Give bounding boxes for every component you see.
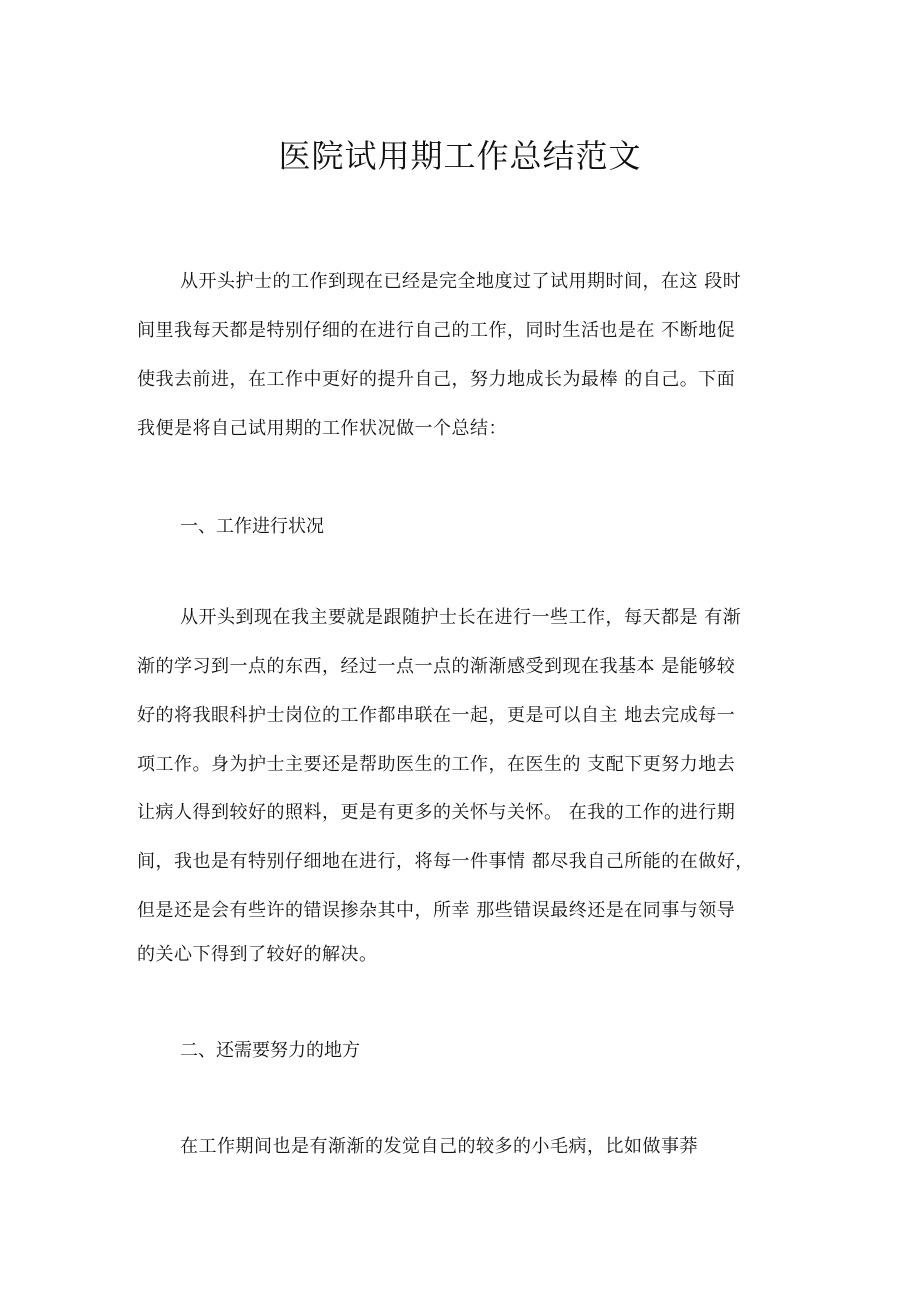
paragraph-1-line-2: 间里我每天都是特别仔细的在进行自己的工作，同时生活也是在 不断地促 xyxy=(137,320,736,341)
paragraph-2-line-1: 从开头到现在我主要就是跟随护士长在进行一些工作，每天都是 有渐 xyxy=(180,607,742,628)
paragraph-2-line-6: 间，我也是有特别仔细地在进行，将每一件事情 都尽我自己所能的在做好， xyxy=(137,851,754,872)
document-title: 医院试用期工作总结范文 xyxy=(278,137,642,175)
paragraph-3-line-1: 在工作期间也是有渐渐的发觉自己的较多的小毛病，比如做事莽 xyxy=(180,1136,698,1157)
paragraph-2-line-2: 渐的学习到一点的东西，经过一点一点的渐渐感受到现在我基本 是能够较 xyxy=(137,656,736,677)
section-2-heading: 二、还需要努力的地方 xyxy=(180,1040,360,1061)
paragraph-2-line-8: 的关心下得到了较好的解决。 xyxy=(137,944,378,965)
paragraph-1-line-1: 从开头护士的工作到现在已经是完全地度过了试用期时间，在这 段时 xyxy=(180,271,742,292)
paragraph-2-line-7: 但是还是会有些许的错误掺杂其中，所幸 那些错误最终还是在同事与领导 xyxy=(137,900,736,921)
paragraph-2-line-5: 让病人得到较好的照料，更是有更多的关怀与关怀。 在我的工作的进行期 xyxy=(137,802,736,823)
paragraph-2-line-4: 项工作。身为护士主要还是帮助医生的工作，在医生的 支配下更努力地去 xyxy=(137,754,736,775)
paragraph-1-line-4: 我便是将自己试用期的工作状况做一个总结： xyxy=(137,418,507,439)
paragraph-2-line-3: 好的将我眼科护士岗位的工作都串联在一起，更是可以自主 地去完成每一 xyxy=(137,705,736,726)
paragraph-1-line-3: 使我去前进，在工作中更好的提升自己，努力地成长为最棒 的自己。下面 xyxy=(137,369,736,390)
section-1-heading: 一、工作进行状况 xyxy=(180,516,324,537)
